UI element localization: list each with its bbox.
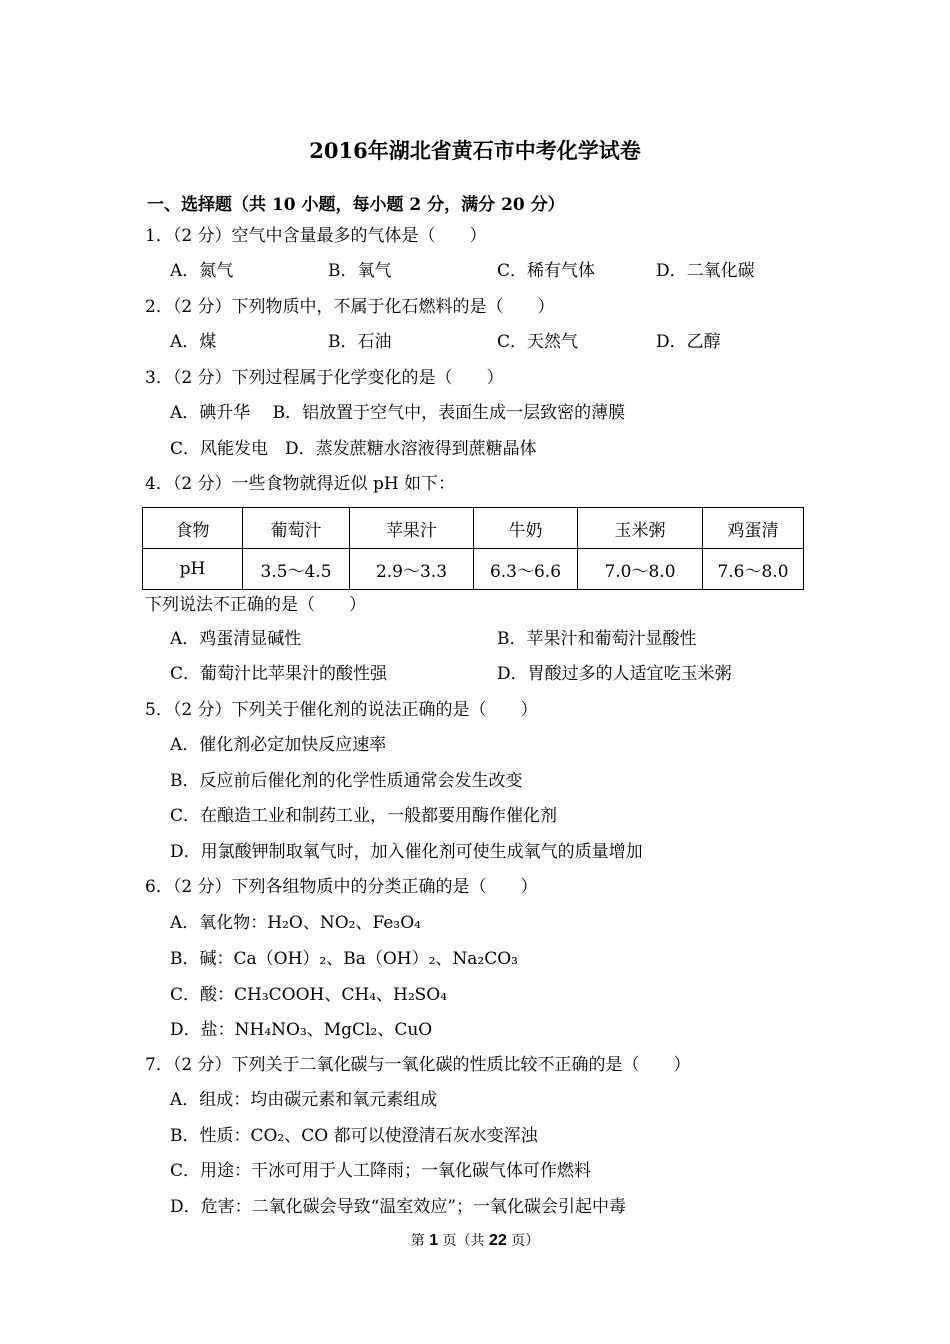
ph-table-header-row — [143, 508, 804, 549]
q6-option-b: B．碱：Ca（OH）₂、Ba（OH）₂、Na₂CO₃ — [170, 949, 519, 969]
q2-option-c: C．天然气 — [497, 332, 579, 352]
ph-table-header-cell: 苹果汁 — [350, 508, 474, 549]
ph-table-value-row — [143, 549, 804, 590]
q4-option-d: D．胃酸过多的人适宜吃玉米粥 — [497, 664, 732, 684]
q2-option-d: D．乙醇 — [656, 332, 721, 352]
question-6-stem: 6．（2 分）下列各组物质中的分类正确的是（ ） — [145, 877, 538, 897]
footer-mid: 页（共 — [442, 1233, 485, 1249]
ph-table-cell: 6.3～6.6 — [474, 549, 578, 590]
question-2-stem: 2．（2 分）下列物质中，不属于化石燃料的是（ ） — [145, 297, 555, 317]
ph-table-header-cell: 鸡蛋清 — [703, 508, 804, 549]
q5-option-c: C．在酿造工业和制药工业，一般都要用酶作催化剂 — [170, 806, 558, 826]
ph-table-cell: 2.9～3.3 — [350, 549, 474, 590]
ph-table-cell: 7.0～8.0 — [578, 549, 703, 590]
q4-option-b: B．苹果汁和葡萄汁显酸性 — [497, 629, 697, 649]
q6-option-a: A．氧化物：H₂O、NO₂、Fe₃O₄ — [170, 913, 421, 933]
q2-option-b: B．石油 — [328, 332, 392, 352]
q1-option-c: C．稀有气体 — [497, 261, 596, 281]
question-4-prompt: 下列说法不正确的是（ ） — [145, 595, 366, 615]
q5-option-d: D．用氯酸钾制取氧气时，加入催化剂可使生成氧气的质量增加 — [170, 842, 643, 862]
q6-option-d: D．盐：NH₄NO₃、MgCl₂、CuO — [170, 1020, 433, 1040]
question-4-stem: 4．（2 分）一些食物就得近似 pH 如下： — [145, 474, 456, 494]
q7-option-a: A．组成：均由碳元素和氧元素组成 — [170, 1090, 438, 1110]
question-7-stem: 7．（2 分）下列关于二氧化碳与一氧化碳的性质比较不正确的是（ ） — [145, 1055, 691, 1075]
q3-options-ab: A．碘升华 B．铝放置于空气中，表面生成一层致密的薄膜 — [170, 403, 626, 423]
ph-table-header-cell: 玉米粥 — [578, 508, 703, 549]
question-3-stem: 3．（2 分）下列过程属于化学变化的是（ ） — [145, 368, 504, 388]
footer-suffix: 页） — [511, 1233, 540, 1249]
ph-table-cell: pH — [143, 549, 243, 590]
footer-page-number: 1 — [429, 1232, 439, 1249]
ph-table-cell: 3.5～4.5 — [243, 549, 350, 590]
q2-option-a: A．煤 — [170, 332, 217, 352]
question-1-stem: 1．（2 分）空气中含量最多的气体是（ ） — [145, 226, 487, 246]
page-footer — [0, 1230, 950, 1250]
q7-option-d: D．危害：二氧化碳会导致“温室效应”；一氧化碳会引起中毒 — [170, 1197, 627, 1217]
ph-table-cell: 7.6～8.0 — [703, 549, 804, 590]
footer-total-pages: 22 — [489, 1232, 507, 1249]
ph-table-header-cell: 食物 — [143, 508, 243, 549]
q4-option-a: A．鸡蛋清显碱性 — [170, 629, 302, 649]
section-heading: 一、选择题（共 10 小题，每小题 2 分，满分 20 分） — [147, 195, 565, 215]
q7-option-b: B．性质：CO₂、CO 都可以使澄清石灰水变浑浊 — [170, 1126, 538, 1146]
page-title: 2016年湖北省黄石市中考化学试卷 — [309, 138, 641, 163]
q5-option-a: A．催化剂必定加快反应速率 — [170, 735, 387, 755]
q1-option-b: B．氧气 — [328, 261, 392, 281]
q7-option-c: C．用途：干冰可用于人工降雨；一氧化碳气体可作燃料 — [170, 1161, 592, 1181]
q5-option-b: B．反应前后催化剂的化学性质通常会发生改变 — [170, 771, 523, 791]
q1-option-a: A．氮气 — [170, 261, 234, 281]
footer-prefix: 第 — [410, 1233, 425, 1249]
question-5-stem: 5．（2 分）下列关于催化剂的说法正确的是（ ） — [145, 700, 538, 720]
ph-table-header-cell: 牛奶 — [474, 508, 578, 549]
q4-option-c: C．葡萄汁比苹果汁的酸性强 — [170, 664, 388, 684]
q1-option-d: D．二氧化碳 — [656, 261, 755, 281]
q6-option-c: C．酸：CH₃COOH、CH₄、H₂SO₄ — [170, 985, 448, 1005]
q3-options-cd: C．风能发电 D．蒸发蔗糖水溶液得到蔗糖晶体 — [170, 439, 537, 459]
ph-table-header-cell: 葡萄汁 — [243, 508, 350, 549]
ph-table — [142, 507, 804, 590]
